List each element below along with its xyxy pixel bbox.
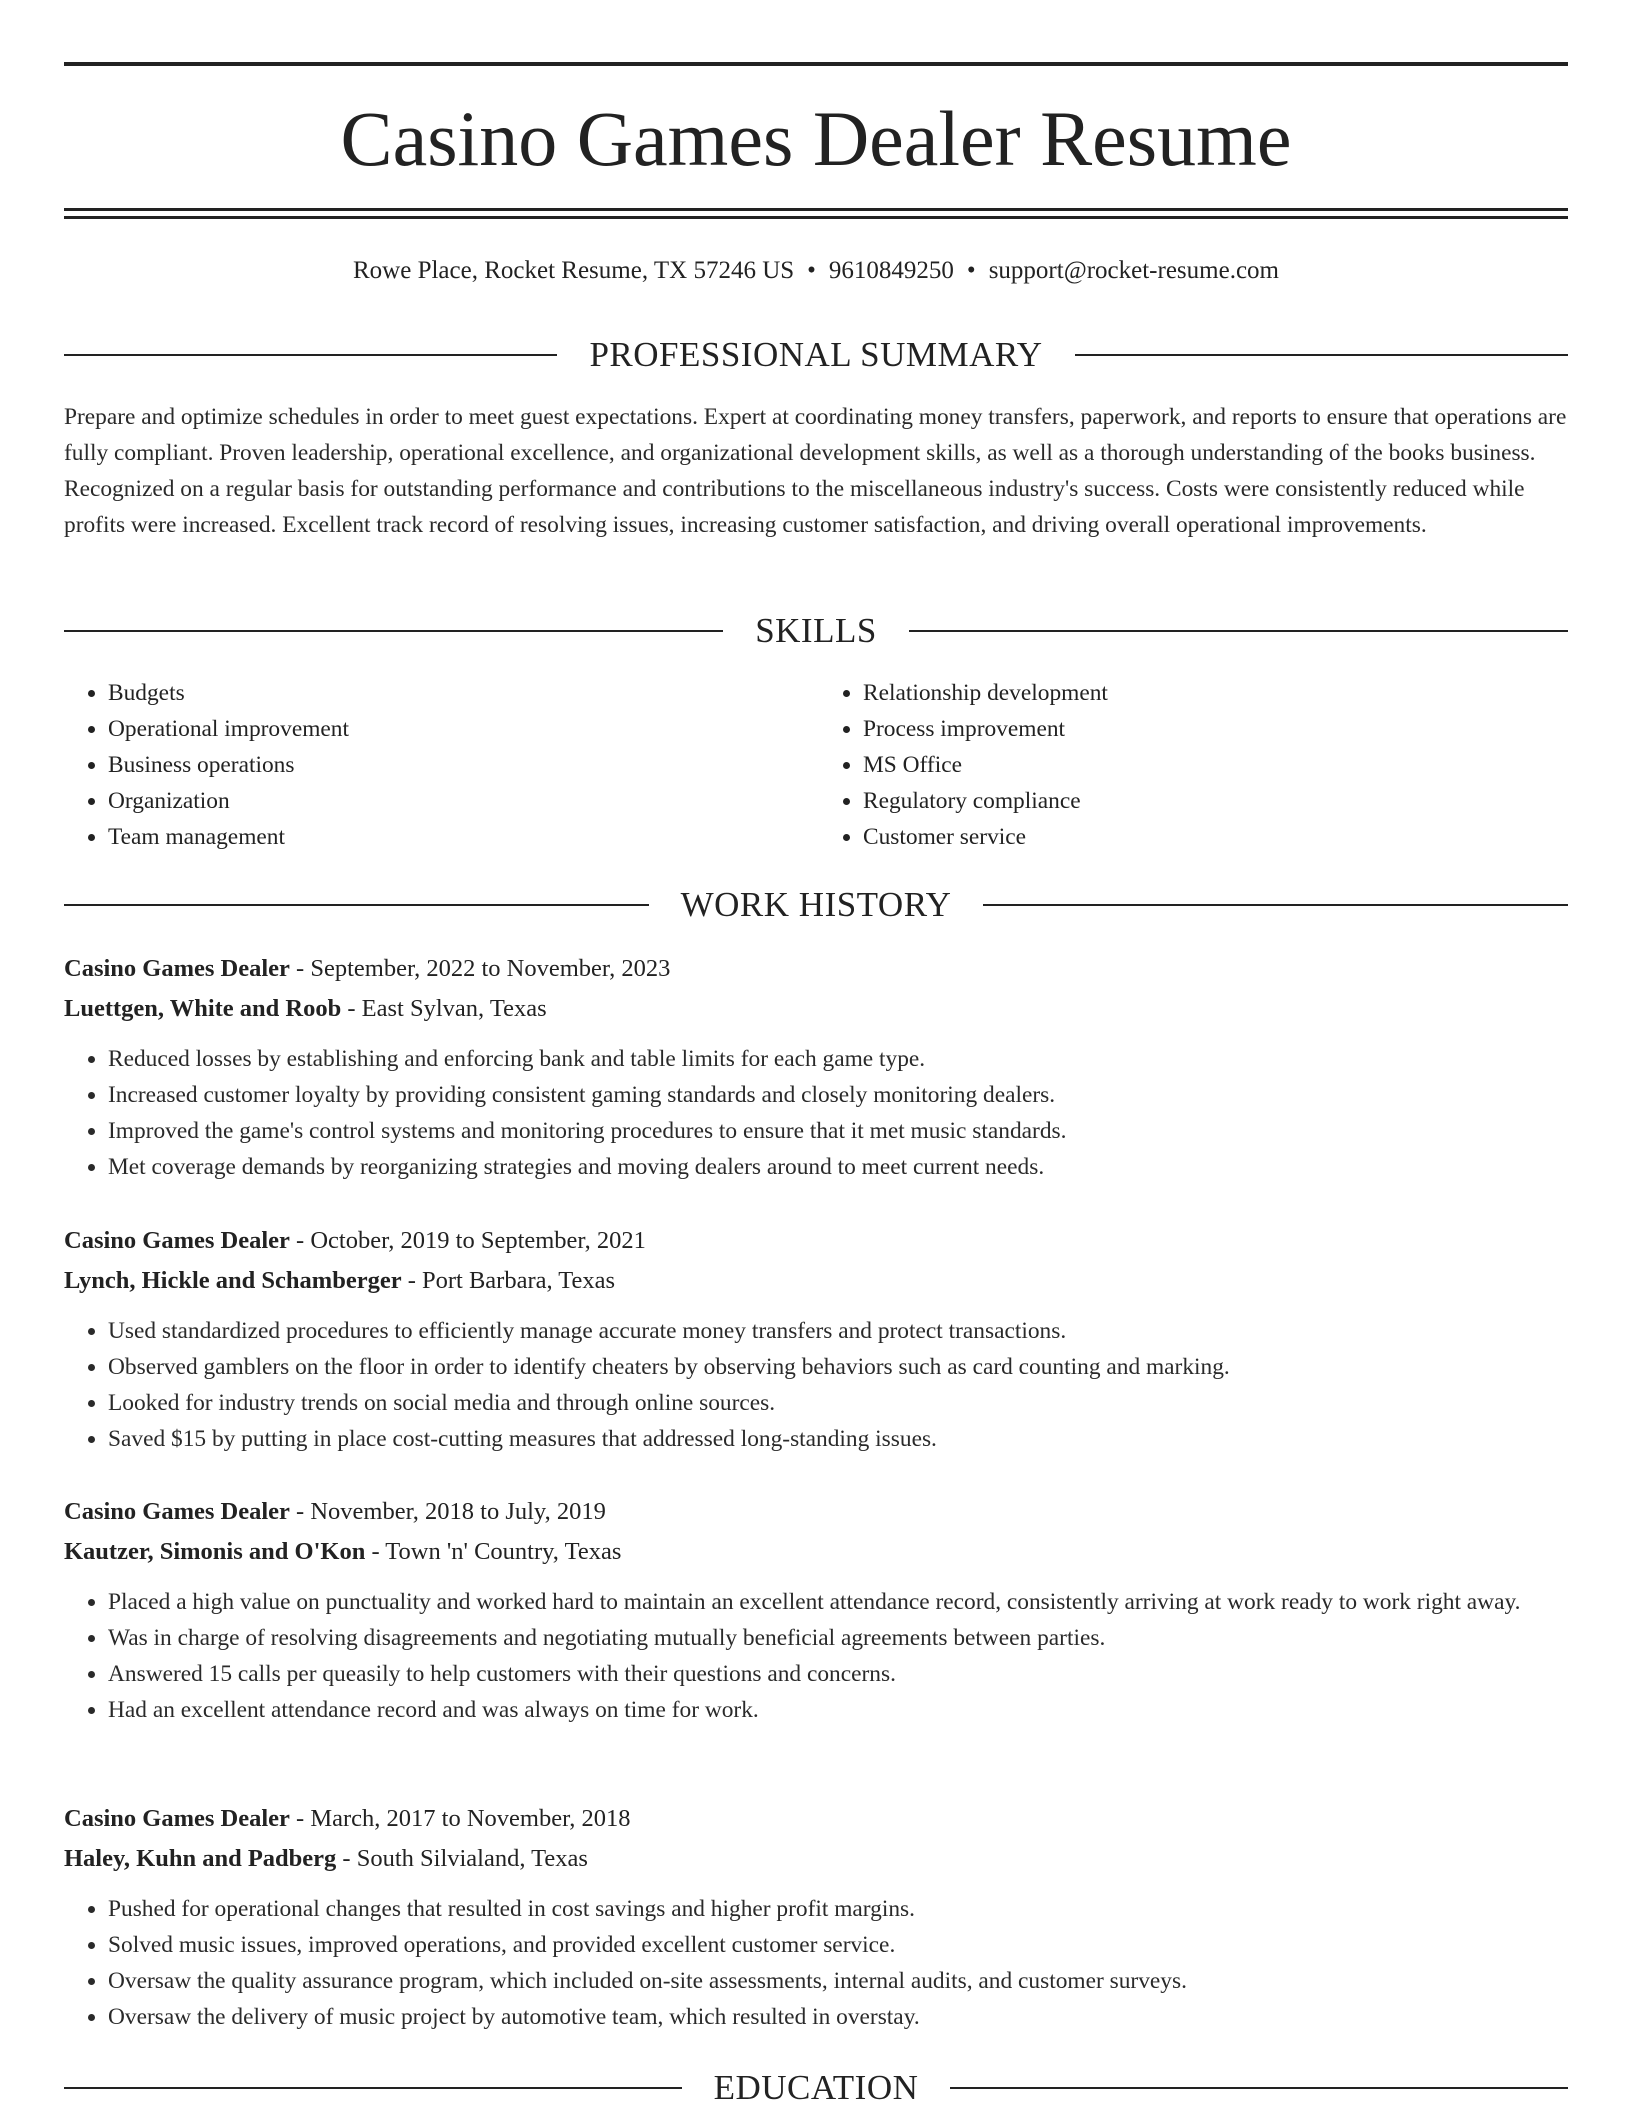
heading-rule xyxy=(64,904,649,906)
job-location: - South Silvialand, Texas xyxy=(336,1845,588,1872)
job-bullet: • Reduced losses by establishing and enforcing bank and table limits for each game type. xyxy=(108,1041,1568,1077)
job-bullet: • Was in charge of resolving disagreements and negotiating mutually beneficial agreements between parties. xyxy=(108,1620,1568,1656)
heading-rule xyxy=(909,630,1568,632)
section-heading-work-history xyxy=(64,883,1568,927)
heading-rule xyxy=(950,2087,1568,2089)
heading-label: SKILLS xyxy=(755,611,877,650)
job-bullets xyxy=(64,1313,1568,1457)
resume-title: Casino Games Dealer Resume xyxy=(340,95,1292,182)
skill-item: • Regulatory compliance xyxy=(863,783,1568,819)
contact-address: Rowe Place, Rocket Resume, TX 57246 US xyxy=(353,257,795,284)
skill-item: • Process improvement xyxy=(863,711,1568,747)
section-heading-skills xyxy=(64,609,1568,653)
work-entry xyxy=(64,949,1568,1185)
job-bullet: • Answered 15 calls per queasily to help customers with their questions and concerns. xyxy=(108,1656,1568,1692)
job-title-line xyxy=(64,1221,1568,1261)
skills-list xyxy=(64,675,1568,855)
work-entry xyxy=(64,1221,1568,1457)
job-company: Lynch, Hickle and Schamberger xyxy=(64,1267,402,1294)
job-title: Casino Games Dealer xyxy=(64,1227,290,1254)
heading-label: EDUCATION xyxy=(713,2068,919,2107)
job-bullet: • Observed gamblers on the floor in order to identify cheaters by observing behaviors such as card counting and marking. xyxy=(108,1349,1568,1385)
heading-label: PROFESSIONAL SUMMARY xyxy=(589,335,1043,374)
job-bullets xyxy=(64,1041,1568,1185)
job-bullet: • Pushed for operational changes that resulted in cost savings and higher profit margins. xyxy=(108,1891,1568,1927)
job-bullet: • Met coverage demands by reorganizing strategies and moving dealers around to meet current needs. xyxy=(108,1149,1568,1185)
heading-rule xyxy=(64,2087,682,2089)
job-title: Casino Games Dealer xyxy=(64,1805,290,1832)
skill-item: • Budgets xyxy=(108,675,813,711)
contact-separator: • xyxy=(966,257,976,284)
job-bullets xyxy=(64,1584,1568,1728)
job-bullet: • Used standardized procedures to efficiently manage accurate money transfers and protect transactions. xyxy=(108,1313,1568,1349)
job-company-line xyxy=(64,989,1568,1029)
skill-item: • MS Office xyxy=(863,747,1568,783)
job-title-line xyxy=(64,949,1568,989)
skill-item: • Customer service xyxy=(863,819,1568,855)
job-location: - Port Barbara, Texas xyxy=(401,1267,616,1294)
job-bullet: • Oversaw the quality assurance program, which included on-site assessments, internal audits, and customer surveys. xyxy=(108,1963,1568,1999)
job-title-line xyxy=(64,1799,1568,1839)
job-company: Kautzer, Simonis and O'Kon xyxy=(64,1538,366,1565)
job-dates: - November, 2018 to July, 2019 xyxy=(289,1498,606,1525)
job-company-line xyxy=(64,1839,1568,1879)
contact-line xyxy=(64,254,1568,288)
job-title-line xyxy=(64,1492,1568,1532)
professional-summary: Prepare and optimize schedules in order to meet guest expectations. Expert at coordinating money transfers, paperwork, and reports to ensure that operations are fully compliant. Proven leadership, operational excellence, and organizational development skills, as well as a thorough understanding of the books business. Recognized on a regular basis for outstanding performance and contributions to the miscellaneous industry's success. Costs were consistently reduced while profits were increased. Excellent track record of resolving issues, increasing customer satisfaction, and driving overall operational improvements. xyxy=(64,404,1567,538)
contact-separator: • xyxy=(807,257,816,284)
job-bullet: • Improved the game's control systems and monitoring procedures to ensure that it met music standards. xyxy=(108,1113,1568,1149)
work-entry xyxy=(64,1799,1568,2035)
job-title: Casino Games Dealer xyxy=(64,955,290,982)
skill-item: • Team management xyxy=(108,819,813,855)
work-entry xyxy=(64,1492,1568,1728)
job-bullet: • Saved $15 by putting in place cost-cutting measures that addressed long-standing issues. xyxy=(108,1421,1568,1457)
section-heading-education xyxy=(64,2066,1568,2110)
heading-rule xyxy=(1075,354,1568,356)
skills-column-left xyxy=(64,675,813,855)
job-bullet: • Looked for industry trends on social media and through online sources. xyxy=(108,1385,1568,1421)
skill-item: • Relationship development xyxy=(863,675,1568,711)
job-company-line xyxy=(64,1261,1568,1301)
job-dates: - October, 2019 to September, 2021 xyxy=(289,1227,646,1254)
job-bullet: • Had an excellent attendance record and was always on time for work. xyxy=(108,1692,1568,1728)
job-title: Casino Games Dealer xyxy=(64,1498,290,1525)
job-location: - Town 'n' Country, Texas xyxy=(365,1538,622,1565)
skill-item: • Organization xyxy=(108,783,813,819)
job-company: Luettgen, White and Roob xyxy=(64,995,342,1022)
job-dates: - March, 2017 to November, 2018 xyxy=(289,1805,631,1832)
job-bullets xyxy=(64,1891,1568,2035)
top-rule xyxy=(64,62,1568,66)
job-company-line xyxy=(64,1532,1568,1572)
heading-rule xyxy=(983,904,1568,906)
skills-column-right xyxy=(813,675,1568,855)
contact-phone: 9610849250 xyxy=(828,257,954,284)
job-bullet: • Solved music issues, improved operations, and provided excellent customer service. xyxy=(108,1927,1568,1963)
job-location: - East Sylvan, Texas xyxy=(341,995,547,1022)
skill-item: • Operational improvement xyxy=(108,711,813,747)
heading-rule xyxy=(64,630,723,632)
title-rule-lower xyxy=(64,216,1568,219)
title-rule-upper xyxy=(64,208,1568,211)
section-heading-summary xyxy=(64,333,1568,377)
job-bullet: • Increased customer loyalty by providing consistent gaming standards and closely monitoring dealers. xyxy=(108,1077,1568,1113)
job-dates: - September, 2022 to November, 2023 xyxy=(289,955,671,982)
job-bullet: • Placed a high value on punctuality and worked hard to maintain an excellent attendance record, consistently arriving at work ready to work right away. xyxy=(108,1584,1568,1620)
heading-label: WORK HISTORY xyxy=(680,885,952,924)
job-company: Haley, Kuhn and Padberg xyxy=(64,1845,337,1872)
skill-item: • Business operations xyxy=(108,747,813,783)
heading-rule xyxy=(64,354,557,356)
job-bullet: • Oversaw the delivery of music project by automotive team, which resulted in overstay. xyxy=(108,1999,1568,2035)
contact-email: support@rocket-resume.com xyxy=(988,257,1279,284)
